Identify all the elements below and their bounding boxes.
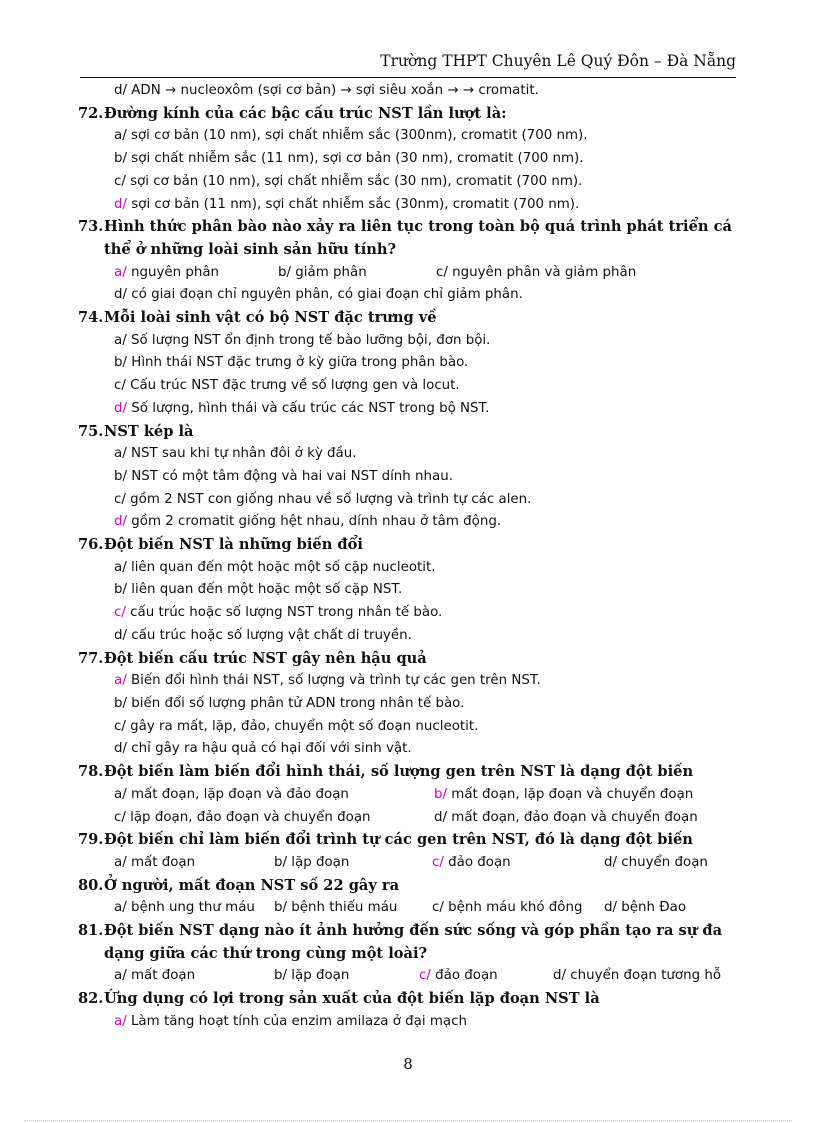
option-d: d/ ADN → nucleoxôm (sợi cơ bản) → sợi siêu xoắn → → cromatit. [114, 83, 539, 98]
question-75: 75. NST kép là [78, 422, 194, 440]
option-b: b/ mất đoạn, lặp đoạn và chuyển đoạn [434, 786, 694, 802]
option-a: a/ Số lượng NST ổn định trong tế bào lưỡng bội, đơn bội. [114, 332, 491, 348]
option-a: a/ sợi cơ bản (10 nm), sợi chất nhiễm sắc (300nm), cromatit (700 nm). [114, 128, 588, 144]
option-c: c/ gồm 2 NST con giống nhau về số lượng và trình tự các alen. [114, 491, 532, 507]
options-row [78, 262, 738, 285]
answer-marker: d/ [114, 400, 128, 416]
option-c: c/ đảo đoạn [419, 968, 498, 984]
question-76: 76. Đột biến NST là những biến đổi [78, 536, 363, 554]
option-a: a/ mất đoạn [114, 968, 196, 984]
question-82: 82. Ứng dụng có lợi trong sản xuất của đột biến lặp đoạn NST là [78, 990, 600, 1008]
option-c: c/ bệnh máu khó đông [432, 900, 583, 916]
option-c: c/ lặp đoạn, đảo đoạn và chuyển đoạn [114, 809, 371, 825]
question-80: 80. Ở người, mất đoạn NST số 22 gây ra [78, 876, 400, 894]
option-b: b/ bệnh thiếu máu [274, 900, 398, 916]
answer-marker: c/ [419, 968, 431, 984]
page-header: Trường THPT Chuyên Lê Quý Đôn – Đà Nẵng [380, 52, 736, 70]
question-72: 72. Đường kính của các bậc cấu trúc NST lần lượt là: [78, 104, 507, 122]
option-d: d/ cấu trúc hoặc số lượng vật chất di truyền. [114, 627, 412, 643]
question-81: 81. Đột biến NST dạng nào ít ảnh hưởng đến sức sống và góp phần tạo ra sự đa dạng giữa các thứ trong cùng một loài? [78, 922, 723, 962]
page-bottom-border [24, 1120, 792, 1121]
option-a: a/ mất đoạn, lặp đoạn và đảo đoạn [114, 786, 349, 802]
option-b: b/ sợi chất nhiễm sắc (11 nm), sợi cơ bản (30 nm), cromatit (700 nm). [114, 151, 584, 167]
header-rule [80, 77, 736, 78]
option-a: a/ bệnh ung thư máu [114, 900, 255, 916]
option-a: a/ nguyên phân [114, 264, 220, 280]
answer-marker: b/ [434, 786, 448, 802]
option-b: b/ NST có một tâm động và hai vai NST dính nhau. [114, 468, 453, 484]
question-74: 74. Mỗi loài sinh vật có bộ NST đặc trưng về [78, 309, 437, 327]
option-b: b/ Hình thái NST đặc trưng ở kỳ giữa trong phân bào. [114, 355, 469, 371]
option-d: d/ chuyển đoạn [604, 854, 708, 870]
option-a: a/ mất đoạn [114, 854, 196, 870]
question-77: 77. Đột biến cấu trúc NST gây nên hậu quả [78, 649, 427, 667]
options-row [78, 965, 738, 988]
question-73: 73. Hình thức phân bào nào xảy ra liên tục trong toàn bộ quá trình phát triển cá thể ở những loài sinh sản hữu tính? [78, 218, 732, 258]
option-c: c/ nguyên phân và giảm phân [436, 264, 637, 280]
option-d: d/ gồm 2 cromatit giống hệt nhau, dính nhau ở tâm động. [114, 514, 502, 530]
option-d: d/ Số lượng, hình thái và cấu trúc các NST trong bộ NST. [114, 400, 490, 416]
option-b: b/ lặp đoạn [274, 854, 350, 870]
page-number: 8 [403, 1055, 413, 1073]
answer-marker: c/ [432, 854, 444, 870]
option-d: d/ mất đoạn, đảo đoạn và chuyển đoạn [434, 809, 698, 825]
question-list [78, 80, 738, 1034]
option-b: b/ liên quan đến một hoặc một số cặp NST. [114, 582, 403, 598]
option-d: d/ chuyển đoạn tương hỗ [553, 968, 722, 984]
answer-marker: d/ [114, 196, 128, 212]
answer-marker: c/ [114, 605, 126, 621]
option-c: c/ cấu trúc hoặc số lượng NST trong nhân tế bào. [114, 605, 443, 621]
question-78: 78. Đột biến làm biến đổi hình thái, số lượng gen trên NST là dạng đột biến [78, 763, 694, 781]
option-d: d/ chỉ gây ra hậu quả có hại đối với sinh vật. [114, 741, 412, 757]
option-c: c/ sợi cơ bản (10 nm), sợi chất nhiễm sắc (30 nm), cromatit (700 nm). [114, 173, 583, 189]
options-row [78, 852, 738, 875]
option-b: b/ lặp đoạn [274, 968, 350, 984]
answer-marker: d/ [114, 514, 128, 530]
option-b: b/ giảm phân [278, 264, 367, 280]
option-a: a/ liên quan đến một hoặc một số cặp nucleotit. [114, 559, 436, 575]
option-d: d/ bệnh Đao [604, 900, 687, 916]
options-row [78, 784, 738, 807]
answer-marker: a/ [114, 1013, 127, 1029]
options-row [78, 807, 738, 830]
option-a: a/ Biến đổi hình thái NST, số lượng và trình tự các gen trên NST. [114, 673, 541, 689]
option-c: c/ đảo đoạn [432, 854, 511, 870]
question-79: 79. Đột biến chỉ làm biến đổi trình tự các gen trên NST, đó là dạng đột biến [78, 831, 693, 849]
option-c: c/ gây ra mất, lặp, đảo, chuyển một số đoạn nucleotit. [114, 718, 479, 734]
option-d: d/ có giai đoạn chỉ nguyên phân, có giai đoạn chỉ giảm phân. [114, 287, 523, 303]
option-a: a/ Làm tăng hoạt tính của enzim amilaza ở đại mạch [114, 1013, 467, 1029]
option-d: d/ sợi cơ bản (11 nm), sợi chất nhiễm sắc (30nm), cromatit (700 nm). [114, 196, 580, 212]
option-c: c/ Cấu trúc NST đặc trưng về số lượng gen và locut. [114, 378, 460, 394]
option-b: b/ biến đổi số lượng phân tử ADN trong nhân tế bào. [114, 695, 465, 711]
options-row [78, 897, 738, 920]
answer-marker: a/ [114, 264, 127, 280]
option-a: a/ NST sau khi tự nhân đôi ở kỳ đầu. [114, 446, 357, 462]
answer-marker: a/ [114, 673, 127, 689]
